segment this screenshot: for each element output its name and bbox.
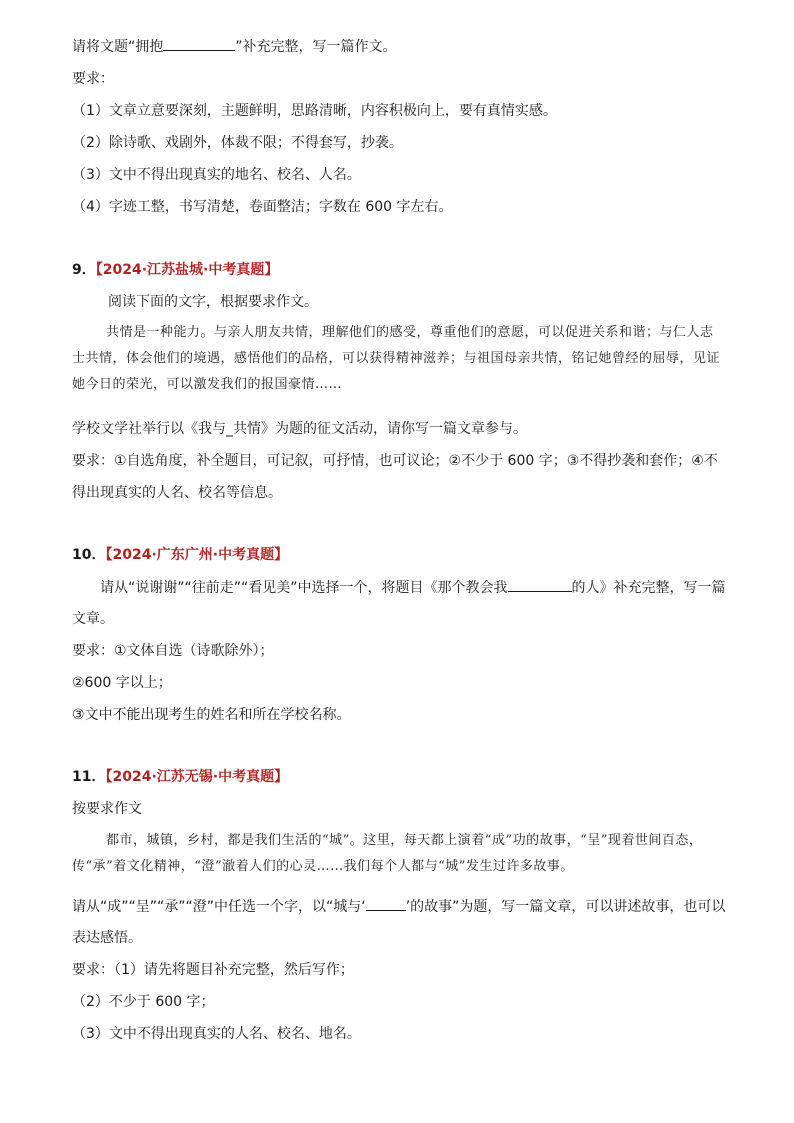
q11-number: 11．: [72, 769, 106, 785]
q9-task: 学校文学社举行以《我与_共情》为题的征文活动，请你写一篇文章参与。: [72, 421, 527, 437]
q9-material: 共情是一种能力。与亲人朋友共情，理解他们的感受，尊重他们的意愿，可以促进关系和谐；与仁人志士共情，体会他们的境遇，感悟他们的品格，可以获得精神滋养；与祖国母亲共情，铭记她曾经的屈辱，见证她今日的荣光，可以激发我们的报国豪情……: [72, 325, 721, 392]
intro-req-4: （4）字迹工整，书写清楚，卷面整洁；字数在 600 字左右。: [72, 199, 453, 215]
q11-header: [72, 767, 288, 787]
q11-req-2: （2）不少于 600 字；: [72, 994, 215, 1010]
q10-prompt-pre: 请从“说谢谢”“往前走”“看见美”中选择一个，将题目《那个教会我: [100, 580, 508, 596]
q9-req-line2: 得出现真实的人名、校名等信息。: [72, 485, 282, 501]
q9-req-line1: 要求：①自选角度，补全题目，可记叙，可抒情，也可议论；②不少于 600 字；③不得抄袭和套作；④不: [72, 453, 718, 469]
q9-source: 【2024·江苏盐城·中考真题】: [95, 262, 279, 278]
q10-req-2: ②600 字以上；: [72, 675, 172, 691]
q10-prompt: [100, 577, 726, 598]
q11-task-post: ’的故事”为题，写一篇文章，可以讲述故事，也可以: [405, 899, 726, 915]
q10-req-3: ③文中不能出现考生的姓名和所在学校名称。: [72, 707, 351, 723]
q11-material: 都市，城镇，乡村，都是我们生活的“城”。这里，每天都上演着“成”功的故事，“呈”现着世间百态，传“承”着文化精神，“澄”澈着人们的心灵……我们每个人都与“城”发生过许多故事。: [72, 833, 703, 874]
q11-source: 【2024·江苏无锡·中考真题】: [105, 769, 289, 785]
fill-blank: [508, 577, 572, 592]
fill-blank: [163, 36, 235, 51]
intro-req-2: （2）除诗歌、戏剧外，体裁不限；不得套写，抄袭。: [72, 135, 403, 151]
q11-lead: 按要求作文: [72, 801, 142, 817]
q11-task-pre: 请从“成”“呈”“承”“澄”中任选一个字，以“城与‘: [72, 899, 366, 915]
q10-prompt-post: 的人》补充完整，写一篇: [571, 580, 726, 596]
q9-lead: 阅读下面的文字，根据要求作文。: [108, 294, 318, 310]
q10-prompt-line2: 文章。: [72, 611, 114, 627]
intro-req-3: （3）文中不得出现真实的地名、校名、人名。: [72, 167, 361, 183]
q11-task-line2: 表达感悟。: [72, 930, 142, 946]
q11-req-3: （3）文中不得出现真实的人名、校名、地名。: [72, 1026, 361, 1042]
intro-req-label: 要求：: [72, 71, 114, 87]
q10-header: [72, 545, 288, 565]
q9-number: 9．: [72, 262, 96, 278]
q10-req-1: 要求：①文体自选（诗歌除外）；: [72, 643, 274, 659]
q10-number: 10．: [72, 547, 106, 563]
q10-source: 【2024·广东广州·中考真题】: [105, 547, 289, 563]
intro-prompt-pre: 请将文题“拥抱: [72, 39, 164, 55]
q11-req-1: 要求：（1）请先将题目补充完整，然后写作；: [72, 962, 354, 978]
intro-prompt-post: ”补充完整，写一篇作文。: [235, 39, 397, 55]
intro-req-1: （1）文章立意要深刻，主题鲜明，思路清晰，内容积极向上，要有真情实感。: [72, 103, 557, 119]
intro-prompt: [72, 36, 397, 57]
q9-header: [72, 260, 278, 280]
q11-task: [72, 896, 725, 917]
fill-blank: [366, 896, 406, 911]
